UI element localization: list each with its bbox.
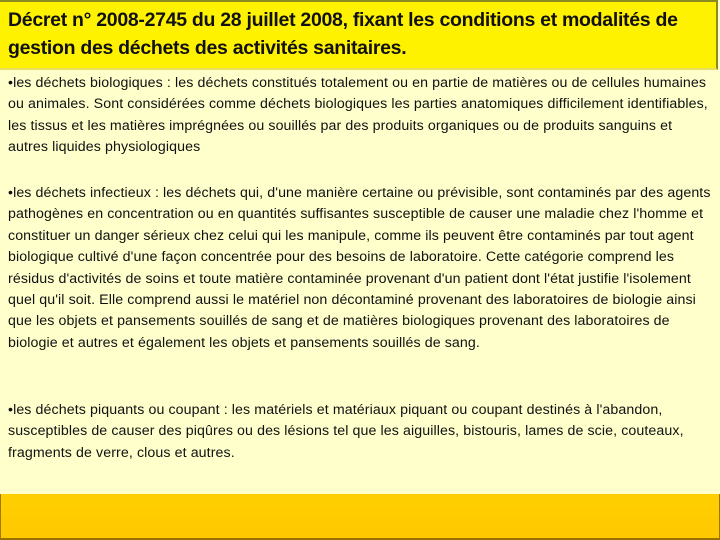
slide-title: Décret n° 2008-2745 du 28 juillet 2008, fixant les conditions et modalités de gestion des déchets des activités sanitaires. (8, 9, 678, 59)
paragraph-infectious-waste: •les déchets infectieux : les déchets qui, d'une manière certaine ou prévisible, sont contaminés par des agents pathogènes en concentration ou en quantités suffisantes susceptible de causer une maladie chez l'homme et constituer un danger sérieux chez celui qui les manipule, comme ils peuvent être contaminés par tout agent biologique cultivé d'une façon concentrée pour des besoins de laboratoire. Cette catégorie comprend les résidus d'activités de soins et toute matière contaminée provenant d'un patient dont l'état justifie l'isolement quel qu'il soit. Elle comprend aussi le matériel non décontaminé provenant des laboratoires de biologie ainsi que les objets et pansements souillés de sang et de matières biologiques provenant des laboratoires de biologie et autres et également les objets et pansements souillés de sang. (8, 185, 711, 351)
slide-title-bar (0, 0, 718, 70)
paragraph-sharp-waste: •les déchets piquants ou coupant : les matériels et matériaux piquant ou coupant destinés à l'abandon, susceptibles de causer des piqûres ou des lésions tel que les aiguilles, bistouris, lames de scie, couteaux, fragments de verre, clous et autres. (8, 402, 684, 461)
slide-content (0, 70, 720, 494)
footer-strip (0, 494, 720, 540)
paragraph-biological-waste: •les déchets biologiques : les déchets constitués totalement ou en partie de matières ou de cellules humaines ou animales. Sont considérées comme déchets biologiques les parties anatomiques difficilement identifiables, les tissus et les matières imprégnées ou souillés par des produits organiques ou de produits sanguins et autres liquides physiologiques (8, 75, 708, 156)
